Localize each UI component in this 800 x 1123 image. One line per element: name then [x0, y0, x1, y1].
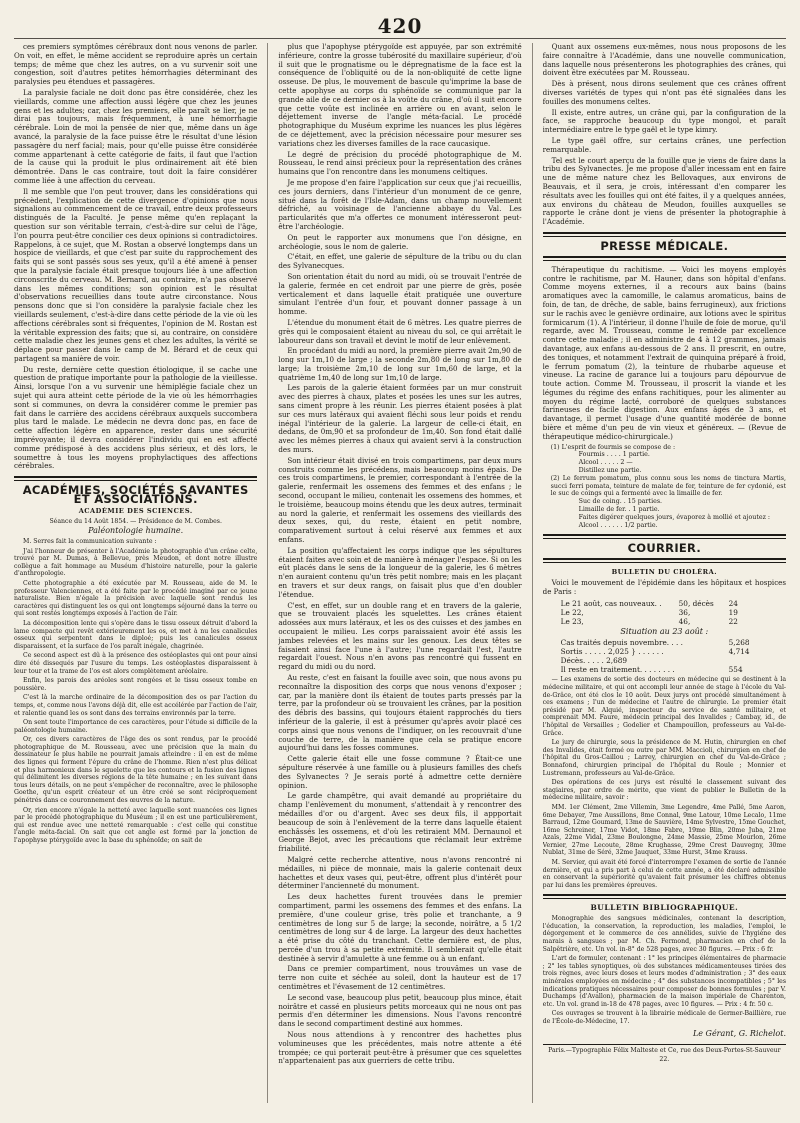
article-paragraph: ces premiers symptômes cérébraux dont nous venons de parler. On voit, en effet, le même accident se reproduire après un certain temps; de même que chez les autres, on a vu survenir soit une congestion, soit d'autres petites hémorrhagies déterminant des paralysies peu étendues et passagères.	[14, 43, 258, 87]
academy-paragraph: Dès à présent, nous dirons seulement que ces crânes offrent diverses variétés de types qui n'ont pas été signalées dans les fouilles des monumens celtes.	[542, 79, 787, 106]
session-line: Séance du 14 Août 1854. — Présidence de M. Combes.	[49, 517, 222, 525]
cholera-stats	[561, 599, 786, 626]
section-rule	[543, 534, 786, 539]
academy-paragraph: C'est, en effet, sur un double rang et en travers de la galerie, que se trouvaient placés les squelettes. Les crânes étaient adossées aux murs latéraux, et les os des cuisses et des jambes en occupaient le milieu. Les corps paraissaient avoir été assis les jambes relevées et les mains sur les genoux. Les deux têtes se faisaient ainsi face l'une à l'autre; l'une regardait l'est, l'autre regardait l'ouest. Nous n'en avons pas rencontré qui fussent en regard du midi ou du nord.	[278, 600, 522, 672]
academy-paragraph: La position qu'affectaient les corps indique que les sépultures étaient faites avec soin et de manière à ménager l'espace. Si on les eût placés dans le sens de la longueur de la galerie, les 6 mètres n'en auraient contenu qu'un très petit nombre; mais en les plaçant en travers et sur deux rangs, on faisait plus que d'en doubler l'étendue.	[278, 545, 522, 599]
section-rule	[14, 476, 257, 481]
academy-paragraph: C'était, en effet, une galerie de sépulture de la tribu ou du clan des Sylvanecques.	[278, 252, 522, 271]
totals-row	[561, 638, 786, 647]
biblio-entry: Monographie des sangsues médicinales, contenant la description, l'éducation, la conservation, la reproduction, les maladies, l'emploi, le dégorgement et le commerce de ces annélides, suivie de l'hygiène des marais à sangsues ; par M. Ch. Fermond, pharmacien en chef de la Salpêtrière, etc. Un vol. in-8° de 528 pages, avec 30 figures. — Prix : 6 fr.	[542, 915, 787, 953]
stats-label: Le 23,	[560, 616, 584, 626]
totals-value: 554	[728, 665, 743, 675]
recipe-line: Fourmis . . . . 1 partie.	[578, 451, 650, 459]
stats-deaths: 22	[728, 616, 738, 626]
academy-paragraph: Au reste, c'est en faisant la fouille avec soin, que nous avons pu reconnaître la disposition des corps que nous venons d'exposer ; car, par la manière dont ils étaient de toutes parts pressés par la terre, par la profondeur où se trouvaient les crânes, par la position des débris des bassins, qui toujours étaient rapprochés du tiers inférieur de la galerie, il est à présumer qu'après avoir placé ces corps ainsi que nous venons de l'indiquer, on les recouvrait d'une couche de terre, de la manière que cela se pratique encore aujourd'hui dans les fosses communes.	[278, 672, 522, 753]
academy-paragraph: Le degré de précision du procédé photographique de M. Rousseau, le rend ainsi précieux pour la représentation des crânes humains que l'on rencontre dans les monumens celtiques.	[278, 149, 522, 177]
recipe-line: Suc de coing. . 15 parties.	[578, 498, 663, 506]
academy-name: ACADÉMIE DES SCIENCES.	[78, 506, 193, 515]
stats-cases: 46,	[678, 616, 691, 626]
academy-paragraph: L'étendue du monument était de 6 mètres. Les quatre pierres de grès qui le composaient étaient au niveau du sol, ce qui arrêtait le laboureur dans son travail et devint le motif de leur enlèvement.	[278, 317, 522, 345]
academies-title: ACADÉMIES, SOCIÉTÉS SAVANTES ET ASSOCIATIONS.	[22, 483, 249, 507]
academy-paragraph: Malgré cette recherche attentive, nous n'avons rencontré ni médailles, ni pièce de monnaie, mais la galerie contenait deux hachettes et deux vases qui, peut-être, offrent plus d'intérêt pour déterminer l'ancienneté du monument.	[278, 854, 522, 891]
article-paragraph: La paralysie faciale ne doit donc pas être considérée, chez les vieillards, comme une affection aussi légère que chez les jeunes gens et les adultes; car, chez les premiers, elle paraît se lier, je ne dirai pas toujours, mais fréquemment, à une hémorrhagie cérébrale. Loin de moi la pensée de nier que, même dans un âge avancé, la paralysie de la face puisse être le résultat d'une lésion passagère du nerf facial; mais, pour qu'elle puisse être considérée comme appartenant à cette catégorie de faits, il faut que l'action de la cause qui la produit le plus ordinairement ait été bien démontrée. Dans le cas contraire, tout doit la faire considérer comme liée à une affection du cerveau.	[14, 87, 258, 185]
academy-paragraph: Son orientation était du nord au midi, où se trouvait l'entrée de la galerie, fermée en cet endroit par une pierre de grès, posée verticalement et dans laquelle était pratiquée une ouverture simulant l'entrée d'un four, et pouvant donner passage à un homme.	[278, 271, 522, 317]
recipe-line: Faites digérer quelques jours, évaporez à mollié et ajoutez :	[578, 513, 771, 521]
stats-row	[561, 608, 786, 617]
academy-paragraph: Le garde champêtre, qui avait demandé au propriétaire du champ l'enlèvement du monument, s'attendait à y rencontrer des médailles d'or ou d'argent. Avec ses deux fils, il appportait beaucoup de soin à l'enlèvement de la terre dans laquelle étaient enchâssés les ossemens, et d'où les retiraient MM. Dernaunol et George Bejot, avec les précautions que réclamait leur extrême friabilité.	[278, 791, 522, 854]
biblio-entry: L'art de formuler, contenant : 1° les principes élémentaires de pharmacie ; 2° les tables synoptiques, où des substances médicamenteuses tirées des trois règnes, avec leurs doses et leurs modes d'administration ; 3° des eaux minérales employées en médecine ; 4° des substances incompatibles ; 5° les indications pratiques nécessaires pour composer de bonnes formules ; par V. Duchamps (d'Avallon), pharmacien de la maison impériale de Charenton, etc. Un vol. grand in-18 de 478 pages, avec 10 figures. — Prix : 4 fr. 50 c.	[542, 955, 787, 1008]
totals-value: 4,714	[728, 647, 750, 657]
totals-row	[561, 665, 786, 674]
totals-value	[729, 656, 779, 665]
totals-row	[561, 647, 786, 656]
totals-label: Cas traités depuis novembre. . . .	[560, 638, 683, 648]
topic-heading: Paléontologie humaine.	[88, 526, 184, 536]
academy-paragraph: Cette galerie était elle une fosse commune ? Était-ce une sépulture réservée à une famille ou à plusieurs familles des chefs des Sylvanectes ? Je serais porté à admettre cette dernière opinion.	[278, 754, 522, 790]
academy-paragraph: Il existe, entre autres, un crâne qui, par la configuration de la face, se rapproche beaucoup du type mongol, et paraît intermédiaire entre le type gaël et le type kimry.	[542, 107, 787, 135]
stats-deaths: 24	[728, 598, 738, 608]
totals-label: Décès. . . . . 2,689	[560, 656, 628, 666]
courrier-paragraph: M. Servier, qui avait été forcé d'interrompre l'examen de sortie de l'année dernière, et qui a pris part à celui de cette année, a été déclaré admissible en conservant la supériorité qu'avaient fait présumer les chiffres obtenus par lui dans les premières épreuves.	[542, 859, 787, 889]
courrier-paragraph: Des opérations de ces jurys est résulté le classement suivant des stagiaires, par ordre de mérite, que vient de publier le Bulletin de la médecine militaire, savoir :	[542, 779, 787, 802]
columns	[14, 38, 786, 1103]
column-1	[14, 43, 257, 1103]
academy-paragraph: C'est là la marche ordinaire de la décomposition des os par l'action du temps, et, comme nous l'avons déjà dit, elle est accélérée par l'action de l'air, et ralentie quand les os sont dans des terrains environnés par la terre.	[14, 694, 258, 717]
column-separator	[267, 43, 268, 1103]
cholera-totals	[561, 638, 786, 674]
bulletin-intro: Voici le mouvement de l'épidémie dans les hôpitaux et hospices de Paris :	[542, 578, 787, 596]
stats-label: Le 21 août, cas nouveaux. .	[560, 598, 662, 608]
column-2	[278, 43, 521, 1103]
academy-paragraph: En procédant du midi au nord, la première pierre avait 2m,90 de long sur 1m,10 de large ; la seconde 2m,80 de long sur 1m,80 de large; la troisième 2m,10 de long sur 1m,60 de large, et la quatrième 1m,40 de long sur 1m,10 de large.	[278, 346, 522, 382]
bulletin-title: BULLETIN DU CHOLÉRA.	[611, 568, 718, 577]
stats-label: Le 22,	[560, 607, 584, 617]
academy-paragraph: Les deux hachettes furent trouvées dans le premier compartiment, parmi les ossemens des femmes et des enfans. La première, d'une couleur grise, très polie et tranchante, a 9 centimètres de long sur 5 de large; la seconde, noirâtre, a 5 1/2 centimètres de long sur 4 de large. La largeur des deux hachettes a été prise du côté du tranchant. Cette dernière est, de plus, percée d'un trou à sa petite extrémité. Il semblerait qu'elle était destinée à servir d'amulette à une femme ou à un enfant.	[278, 892, 522, 963]
page-number: 420	[377, 14, 423, 38]
totals-label: Sortis . . . . . 2,025 } . . . . . .	[560, 647, 664, 657]
note-1-text: (1) L'esprit de fourmis se compose de :	[550, 443, 676, 451]
recipe-line: Limaille de fer. . 1 partie.	[578, 506, 660, 514]
academy-paragraph: Le type gaël offre, sur certains crânes, une perfection remarquable.	[542, 135, 787, 154]
section-rule	[543, 894, 786, 899]
stats-cases: 36,	[678, 607, 691, 617]
stats-cases: 50, décès	[678, 598, 714, 608]
section-rule	[543, 558, 786, 563]
academy-paragraph: Ce second aspect est dû à la présence des ostéoplastes qui ont pour ainsi dire été dissequés par l'usure du temps. Les ostéoplastes disparaissent à leur tour et la trame de l'os est alors complètement aréolaire.	[14, 652, 258, 675]
stats-row	[561, 599, 786, 608]
presse-paragraph: Thérapeutique du rachitisme. — Voici les moyens employés contre le rachitisme, par M. Hauner, dans son hôpital d'enfans. Comme moyens externes, il a recours aux bains (bains aromatiques avec la camomille, le calamus aromaticus, bains de foin, de tan, de drêche, de sable, bains ferrugineux), aux frictions sur le rachis avec le genièvre ordinaire, aux lotions avec le spiritus formicarum (1). A l'intérieur, il donne l'huile de foie de morue, qu'il regarde, avec M. Trousseau, comme le remède par excellence contre cette maladie ; il en administre de 4 à 12 grammes, jamais davantage, aux enfans au-dessous de 2 ans. Il prescrit, en outre, des toniques, et notamment l'extrait de quinquina préparé à froid, le ferrum pomatum (2), la teinture de rhubarbe aqueuse et vineuse. La racine de garance lui a toujours paru dépourvue de toute action. Comme M. Trousseau, il proscrit la viande et les légumes du régime des enfans rachitiques, pour les alimenter au moyen du régime lacté, corroboré de quelques substances farineuses de facile digestion. Aux enfans âgés de 3 ans, et davantage, il permet l'usage d'une quantité modérée de bonne bière et même d'un peu de vin vieux et généreux. — (Revue de thérapeutique médico-chirurgicale.)	[542, 264, 787, 441]
academy-paragraph: M. Serres fait la communication suivante :	[23, 538, 157, 546]
totals-row	[561, 656, 786, 665]
recipe-line: Alcool . . . . . . 1/2 partie.	[578, 521, 658, 529]
academy-paragraph: On peut le rapporter aux monumens que l'on désigne, en archéologie, sous le nom de galerie.	[278, 232, 522, 251]
academy-paragraph: Enfin, les parois des aréoles sont rongées et le tissu osseux tombe en poussière.	[14, 677, 258, 692]
academy-paragraph: Le second vase, beaucoup plus petit, beaucoup plus mince, était noirâtre et cassé en plusieurs petits morceaux qui ne nous ont pas permis d'en déterminer les dimensions. Nous l'avons rencontré dans le second compartiment destiné aux hommes.	[278, 992, 522, 1029]
note-2-text: (2) Le ferrum pomatum, plus connu sous les noms de tinctura Martis, succi ferri pomata, teinture de malate de fer, teinture de fer cydonié, est le suc de coings qui a fermenté avec la limaille de fer.	[550, 474, 787, 498]
academy-paragraph: La décomposition lente qui s'opère dans le tissu osseux détruit d'abord la lame compacte qui revêt extérieurement les os, et met à nu les canalicules osseux qui serpentent dans le diploé; puis les canalicules osseux disparaissent, et la surface de l'os paraît inégale, chagrinée.	[14, 619, 258, 650]
article-paragraph: Du reste, dernière cette question étiologique, il se cache une question de pratique importante pour la pathologie de la vieillesse. Ainsi, lorsque l'on a vu survenir une hémiplégie faciale chez un sujet qui aura atteint cette période de la vie où les hémorrhagies sont si communes, on devra la considérer comme le premier pas fait dans le carrière des accidens cérébraux auxquels succombera plus tard le malade. Le médecin ne devra donc pas, en face de cette affection légère en apparence, rester dans une sécurité imprévoyante; il devra considérer l'individu qui en est affecté comme prédisposé à des accidens plus sérieux, et dès lors, le soumettre à tous les moyens prophylactiques des affections cérébrales.	[14, 364, 258, 471]
academy-paragraph: Dans ce premier compartiment, nous trouvâmes un vase de terre non cuite et séchée au soleil, dont la hauteur est de 17 centimètres et l'évasement de 12 centimètres.	[278, 964, 522, 992]
academy-paragraph: Son intérieur était divisé en trois compartimens, par deux murs construits comme les précédens, mais beaucoup moins épais. De ces trois compartimens, le premier, correspondant à l'entrée de la galerie, renfermait les ossemens des femmes et des enfans ; le second, occupant le milieu, contenait les ossemens des hommes, et le troisième, beaucoup moins étendu que les deux autres, terminait au nord la galerie, et renfermait les ossemens des vieillards des deux sexes, qui, du reste, étaient en petit nombre, comparativement surtout à celui réservé aux femmes et aux enfans.	[278, 455, 522, 545]
gerant-signature: Le Gérant, G. Richelot.	[692, 1028, 787, 1038]
recipe-line: Alcool . . . . . 2 —	[578, 459, 633, 467]
biblio-entry: Ces ouvrages se trouvent à la librairie médicale de Germer-Baillière, rue de l'École-de-Médecine, 17.	[542, 1010, 787, 1025]
imprint-line: Paris.—Typographie Félix Malteste et Ce, rue des Deux-Portes-St-Sauveur 22.	[543, 1044, 786, 1065]
article-paragraph: Il me semble que l'on peut trouver, dans les considérations qui précèdent, l'explication de cette divergence d'opinions que nous signalions au commencement de ce travail, entre deux professeurs distingués de la Faculté. Je pense même qu'en replaçant la question sur son véritable terrain, c'est-à-dire sur celui de l'âge, l'on pourra peut-être concilier ces deux opinions si contradictoires. Rappelons, à ce sujet, que M. Rostan a observé longtemps dans un hospice de vieillards, et que c'est par suite du rapprochement des faits qui se sont passés sous ses yeux, qu'il a été amené à penser que la paralysie faciale était presque toujours liée à une affection circonscrite du cerveau. M. Bernard, au contraire, n'a pas observé dans les mêmes conditions; son opinion est le résultat d'observations recueillies dans toute autre circonstance. Nous pensons donc que si l'on considère la paralysie faciale chez les vieillards seulement, c'est-à-dire dans cette période de la vie où les affections cérébrales sont si fréquentes, l'opinion de M. Rostan est la véritable expression des faits; que si, au contraire, on considère cette maladie chez les jeunes gens et chez les adultes, la vérité se déplace pour passer dans le camp de M. Bérard et de ceux qui partagent sa manière de voir.	[14, 186, 258, 363]
academy-paragraph: Nous nous attendions à y rencontrer des hachettes plus volumineuses que les précédentes, mais notre attente a été trompée; ce qui porterait peut-être à présumer que ces squelettes n'appartenaient pas aux guerriers de cette tribu.	[278, 1030, 522, 1066]
section-rule	[543, 232, 786, 237]
situation-heading: Situation au 23 août :	[620, 626, 709, 636]
biblio-title: BULLETIN BIBLIOGRAPHIQUE.	[590, 903, 739, 913]
academy-paragraph: Les parois de la galerie étaient formées par un mur construit avec des pierres à chaux, plates et posées les unes sur les autres, sans ciment propre à les réunir. Les pierres étaient posées à plat sur ces murs latéraux qui avaient fléchi sous leur poids et rendu inégal l'intérieur de la galerie. La largeur de celle-ci était, en dedans, de 0m,90 et sa profondeur de 1m,40. Son fond était dallé avec les mêmes pierres à chaux qui avaient servi à la construction des murs.	[278, 383, 522, 455]
note-1	[551, 444, 786, 530]
column-separator	[532, 43, 533, 1103]
courrier-paragraph: Le jury de chirurgie, sous la présidence de M. Hutin, chirurgien en chef des Invalides, était formé ou outre par MM. Maccioli, chirurgien en chef de l'hôpital du Gros-Caillou ; Larrey, chirurgien en chef du Val-de-Grâce ; Bonnafond, chirurgien principal de l'hôpital du Roule ; Monnier et Lustremann, professeurs au Val-de-Grâce.	[542, 739, 787, 777]
courrier-paragraph: MM. 1er Clément, 2me Villemin, 3me Legendre, 4me Pallé, 5me Aaron, 6me Debayer, 7me Aussillons, 8me Connal, 9me Latour, 10me Lecalo, 11me Barraud, 12me Goumard, 13me de Sauvière, 14me Sylvestre, 15me Gouchet, 16me Schreiner, 17me Vidot, 18me Fabre, 19me Blin, 20me Juba, 21me Azaïs, 22me Vidal, 23me Boulongne, 24me Massie, 25me Mourlon, 26me Vernier, 27me Lecoute, 28me Krughasse, 29me Crest Dauvegny, 30me Nublat, 31me de Séré, 32me Jauquet, 33me Hurst, 34me Krauss.	[542, 803, 787, 857]
totals-value: 5,268	[728, 638, 750, 648]
academy-paragraph: Quant aux ossemens eux-mêmes, nous nous proposons de les faire connaître à l'Académie, dans une nouvelle communication, dans laquelle nous présenterons les photographies des crânes, qui doivent être exécutées par M. Rousseau.	[542, 43, 787, 78]
academy-paragraph: plus que l'apophyse ptérygoïde est appuyée, par son extrémité inférieure, contre la grosse tubérosité du maxillaire supérieur, d'où il suit que le prognatisme ou le dépregnatisme de la face est la conséquence de l'obliquité ou de la non-obliquité de cette ligne osseuse. De plus, le mouvement de bascule qu'imprime la base de cette apophyse au corps du sphénoïde se communique par la grande aile de ce dernier os à la voûte du crâne, d'où il suit encore que cette voûte est inclinée en arrière ou en avant, selon le déjettement inverse de l'angle méta-facial. Le procédé photographique du Muséum exprime les nuances les plus légères de ce déjettement, avec la précision nécessaire pour mesurer ses variations chez les diverses familles de la race caucasique.	[278, 43, 522, 148]
recipe-line: Distillez une partie.	[578, 467, 642, 475]
academy-paragraph: Or, ces divers caractères de l'âge des os sont rendus, par le procédé photographique de M. Rousseau, avec une précision que la main du dessinateur le plus habile ne pourrait jamais atteindre : il en est de même des lignes qui forment l'épure du crâne de l'homme. Rien n'est plus délicat et plus harmonieux dans le squelette que les contours et la fusion des lignes qui délimitent les diverses régions de la tête humaine ; en les suivant dans tous leurs détails, on ne peut s'empêcher de reconnaître, avec le philosophe Goethe, qu'un esprit créateur et un être créé se sont réciproquement pénétrés dans ce couronnement des œuvres de la nature.	[14, 736, 258, 805]
stats-deaths: 19	[728, 607, 738, 617]
presse-title: PRESSE MÉDICALE.	[600, 238, 729, 253]
academy-paragraph: Cette photographie a été exécutée par M. Rousseau, aide de M. le professeur Valenciennes, et a été faite par le procédé imaginé par ce jeune naturaliste. Bien n'égale la précision avec laquelle sont rendus les caractères qui distinguent les os qui ont longtemps séjourné dans la terre ou qui sont restés longtemps exposés à l'action de l'air.	[14, 580, 258, 618]
totals-label: Il reste en traitement. . . . . . . .	[560, 665, 675, 675]
academy-paragraph: Tel est le court aperçu de la fouille que je viens de faire dans la tribu des Sylvanectes. Je me propose d'aller incessam ent en faire une de même nature chez les Bellovaques, aux environs de Beauvais, et il sera, je crois, intéressant d'en comparer les résultats avec les fouilles qui ont été faites, il y a quelques années, aux environs du château de Meudon, fouilles auxquelles se rapporte le crâne dont je viens de présenter la photographie à l'Académie.	[542, 155, 787, 227]
academy-paragraph: Je me propose d'en faire l'application sur ceux que j'ai recueillis, ces jours derniers, dans l'intérieur d'un monument de ce genre, situé dans la forêt de l'Isle-Adam, dans un champ nouvellement défriché, au voisinage de l'ancienne abbaye du Val. Les particularités que m'a offertes ce monument intéresseront peut-être l'archéologie.	[278, 177, 522, 231]
academy-paragraph: Or, rien encore n'égale la netteté avec laquelle sont nuancées ces lignes par le procédé photographique du Muséum ; il en est une particulièrement, qui est rendue avec une netteté remarquable : c'est celle qui constitue l'angle méta-facial. On sait que cet angle est formé par la jonction de l'apophyse ptérygoïde avec la base du sphénoïde; on sait de	[14, 806, 258, 844]
courrier-title: COURRIER.	[627, 541, 702, 556]
academy-paragraph: On sent toute l'importance de ces caractères, pour l'étude si difficile de la paléontologie humaine.	[14, 719, 258, 734]
stats-row	[561, 617, 786, 626]
column-3	[543, 43, 786, 1103]
section-rule	[543, 256, 786, 261]
courrier-paragraph: — Les examens de sortie des docteurs en médecine qui se destinent à la médecine militaire, et qui ont accompli leur année de stage à l'école du Val-de-Grâce, ont été clos le 10 août. Deux jurys ont procédé simultanément à ces examens ; l'un de médecine et l'autre de chirurgie. Le premier était présidé par M. Alquié, inspecteur du service de santé militaire, et comprenait MM. Faure, médecin principal des Invalides ; Cambay, id., de l'hôpital de Versailles ; Godelier et Champouillon, professeurs au Val-de-Grâce.	[542, 676, 787, 737]
academy-paragraph: J'ai l'honneur de présenter à l'Académie la photographie d'un crâne celte, trouvé par M. Dumas, à Bellevue, près Meudon, et dont notre illustre collègue a fait hommage au Muséum d'histoire naturelle, pour la galerie d'anthropologie.	[14, 547, 258, 578]
